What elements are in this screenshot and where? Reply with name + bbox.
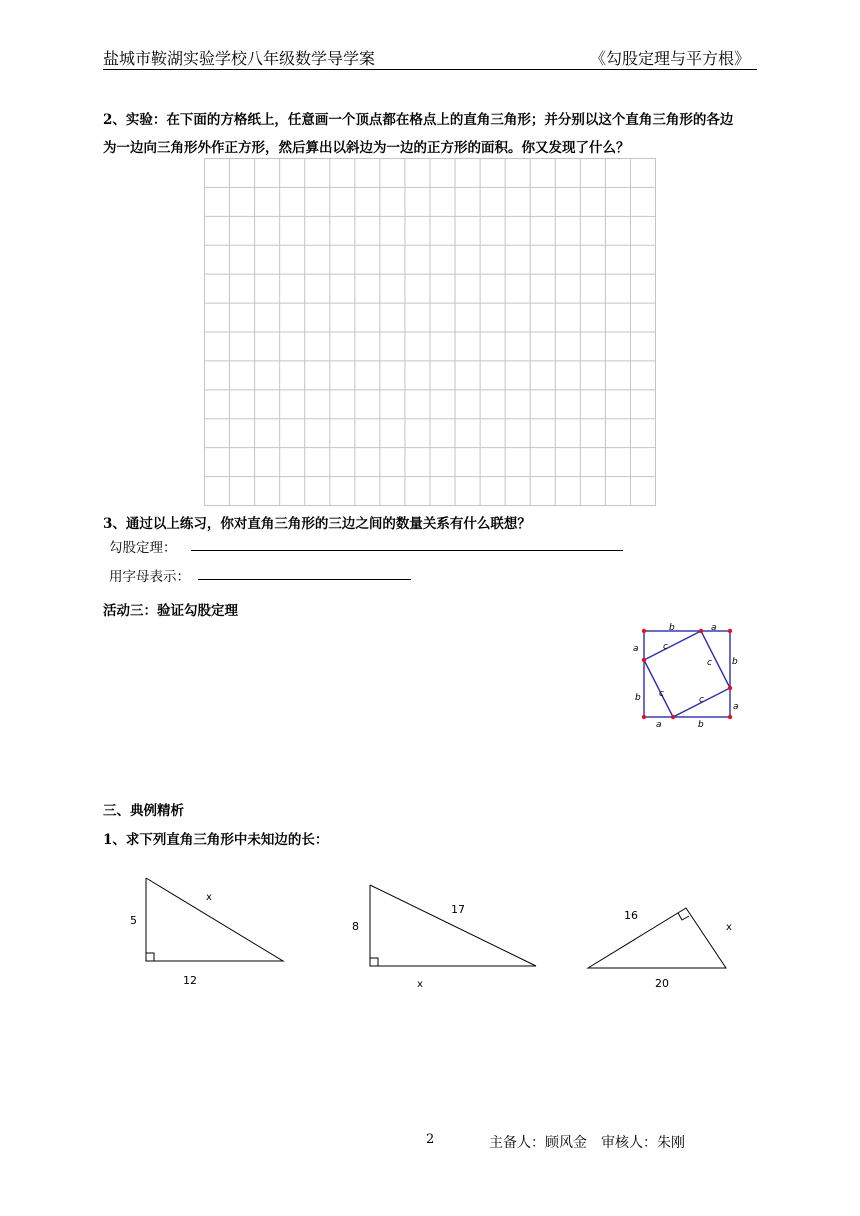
vertex-point: [642, 629, 646, 633]
label-b: b: [635, 693, 641, 703]
letters-answer-line: [198, 579, 411, 580]
leg-horizontal-label: 12: [183, 974, 197, 987]
leg-a-label: 16: [624, 909, 638, 922]
footer-credits: 主备人：顾风金 审核人：朱刚: [489, 1135, 685, 1151]
header-topic-title: 《勾股定理与平方根》: [590, 49, 751, 68]
label-c: c: [663, 642, 668, 652]
grid-paper: [204, 158, 656, 506]
q2-line2: 为一边向三角形外作正方形，然后算出以斜边为一边的正方形的面积。你又发现了什么？: [103, 140, 630, 156]
activity3-title: 活动三：验证勾股定理: [103, 603, 238, 619]
triangle-3: [580, 895, 750, 995]
label-c: c: [707, 658, 712, 668]
triangle-1: [120, 870, 300, 990]
vertex-point: [699, 629, 703, 633]
vertex-point: [728, 686, 732, 690]
right-angle-mark: [146, 953, 154, 961]
hypotenuse-label: x: [206, 892, 212, 903]
right-angle-mark: [678, 913, 689, 920]
triangle-2: [345, 875, 545, 993]
header-divider: [103, 69, 757, 70]
label-a: a: [633, 644, 639, 654]
section3-title: 三、典例精析: [103, 803, 184, 819]
label-b: b: [698, 720, 704, 730]
hypotenuse-label: 20: [655, 977, 669, 990]
label-a: a: [733, 702, 739, 712]
q2-line1: 2、实验：在下面的方格纸上，任意画一个顶点都在格点上的直角三角形；并分别以这个直角三角形的各边: [103, 112, 734, 128]
pythagorean-proof-figure: [628, 620, 744, 732]
theorem-label: 勾股定理：: [109, 540, 177, 556]
theorem-answer-line: [191, 550, 623, 551]
label-c: c: [659, 689, 664, 699]
leg-b-label: x: [726, 922, 732, 933]
letters-label: 用字母表示：: [109, 569, 190, 585]
leg-vertical-label: 8: [352, 920, 359, 933]
q3-question: 3、通过以上练习，你对直角三角形的三边之间的数量关系有什么联想？: [103, 516, 531, 532]
vertex-point: [728, 629, 732, 633]
section3-q1: 1、求下列直角三角形中未知边的长：: [103, 832, 329, 848]
label-c: c: [699, 695, 704, 705]
vertex-point: [671, 715, 675, 719]
page-number: 2: [426, 1132, 435, 1147]
hypotenuse-label: 17: [451, 903, 465, 916]
label-a: a: [656, 720, 662, 730]
label-a: a: [711, 623, 717, 633]
inner-square: [644, 631, 730, 717]
vertex-point: [642, 658, 646, 662]
vertex-point: [642, 715, 646, 719]
header-school-title: 盐城市鞍湖实验学校八年级数学导学案: [103, 49, 376, 68]
right-angle-mark: [370, 958, 378, 966]
vertex-point: [728, 715, 732, 719]
leg-horizontal-label: x: [417, 979, 423, 990]
leg-vertical-label: 5: [130, 914, 137, 927]
label-b: b: [669, 623, 675, 633]
outer-square: [644, 631, 730, 717]
label-b: b: [732, 657, 738, 667]
